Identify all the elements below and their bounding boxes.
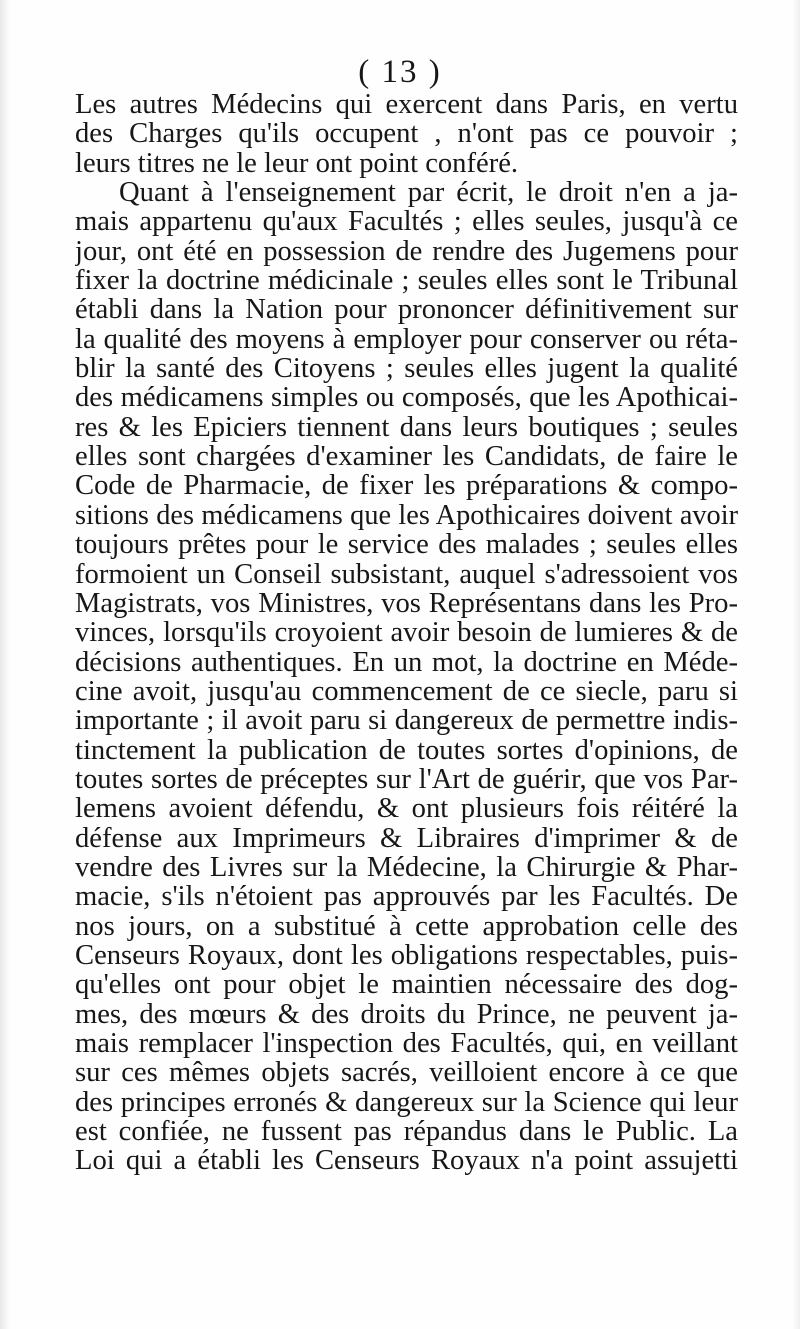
text-line: Censeurs Royaux, dont les obligations respectables, puis- (75, 940, 738, 971)
text-line: Magistrats, vos Ministres, vos Représentans dans les Pro- (75, 588, 738, 619)
text-line: vinces, lorsqu'ils croyoient avoir besoin de lumieres & de (75, 618, 738, 648)
text-line: mais remplacer l'inspection des Facultés, qui, en veillant (75, 1029, 738, 1059)
text-line: défense aux Imprimeurs & Libraires d'imprimer & de (75, 823, 738, 853)
text-line: vendre des Livres sur la Médecine, la Chirurgie & Phar- (75, 852, 738, 883)
text-line: mes, des mœurs & des droits du Prince, ne peuvent ja- (75, 999, 738, 1029)
paragraph-first-line: Quant à l'enseignement par écrit, le droit n'en a ja- (119, 178, 738, 208)
text-line: décisions authentiques. En un mot, la doctrine en Méde- (75, 647, 738, 677)
text-line: Code de Pharmacie, de fixer les préparations & compo- (75, 471, 738, 501)
text-line: importante ; il avoit paru si dangereux de permettre indis- (75, 706, 738, 736)
text-line: mais appartenu qu'aux Facultés ; elles seules, jusqu'à ce (75, 207, 738, 237)
text-line: nos jours, on a substitué à cette approbation celle des (75, 911, 738, 941)
text-line: Les autres Médecins qui exercent dans Paris, en vertu (75, 90, 738, 120)
text-line: Loi qui a établi les Censeurs Royaux n'a point assujetti (75, 1146, 738, 1176)
text-line: formoient un Conseil subsistant, auquel s'adressoient vos (75, 559, 738, 589)
text-line: sur ces mêmes objets sacrés, veilloient encore à ce que (75, 1058, 738, 1088)
text-line: des Charges qu'ils occupent , n'ont pas ce pouvoir ; (75, 119, 738, 149)
text-line: qu'elles ont pour objet le maintien nécessaire des dog- (75, 970, 738, 1000)
text-line: macie, s'ils n'étoient pas approuvés par les Facultés. De (75, 882, 738, 912)
text-line: blir la santé des Citoyens ; seules elles jugent la qualité (75, 354, 738, 384)
text-line: des médicamens simples ou composés, que les Apothicai- (75, 383, 738, 413)
text-line: toutes sortes de préceptes sur l'Art de guérir, que vos Par- (75, 764, 738, 795)
page-edge-shadow (792, 0, 800, 1329)
text-line: tinctement la publication de toutes sortes d'opinions, de (75, 735, 738, 765)
text-line: toujours prêtes pour le service des malades ; seules elles (75, 530, 738, 560)
text-line: res & les Epiciers tiennent dans leurs boutiques ; seules (75, 412, 738, 443)
text-line: lemens avoient défendu, & ont plusieurs fois réitéré la (75, 794, 738, 824)
text-line: fixer la doctrine médicinale ; seules elles sont le Tribunal (75, 266, 738, 296)
text-line: jour, ont été en possession de rendre des Jugemens pour (75, 236, 738, 267)
text-line: elles sont chargées d'examiner les Candidats, de faire le (75, 442, 738, 472)
page-gutter-shadow (0, 0, 10, 1329)
page-number: ( 13 ) (358, 54, 442, 90)
text-line: établi dans la Nation pour prononcer définitivement sur (75, 295, 738, 325)
text-line: est confiée, ne fussent pas répandus dans le Public. La (75, 1117, 738, 1147)
text-line: la qualité des moyens à employer pour conserver ou réta- (75, 324, 738, 355)
body-text (75, 90, 738, 1176)
text-line: sitions des médicamens que les Apothicaires doivent avoir (75, 500, 738, 531)
text-line: des principes erronés & dangereux sur la Science qui leur (75, 1087, 738, 1118)
text-line: cine avoit, jusqu'au commencement de ce siecle, paru si (75, 676, 738, 707)
text-line: leurs titres ne le leur ont point conféré. (75, 148, 519, 179)
